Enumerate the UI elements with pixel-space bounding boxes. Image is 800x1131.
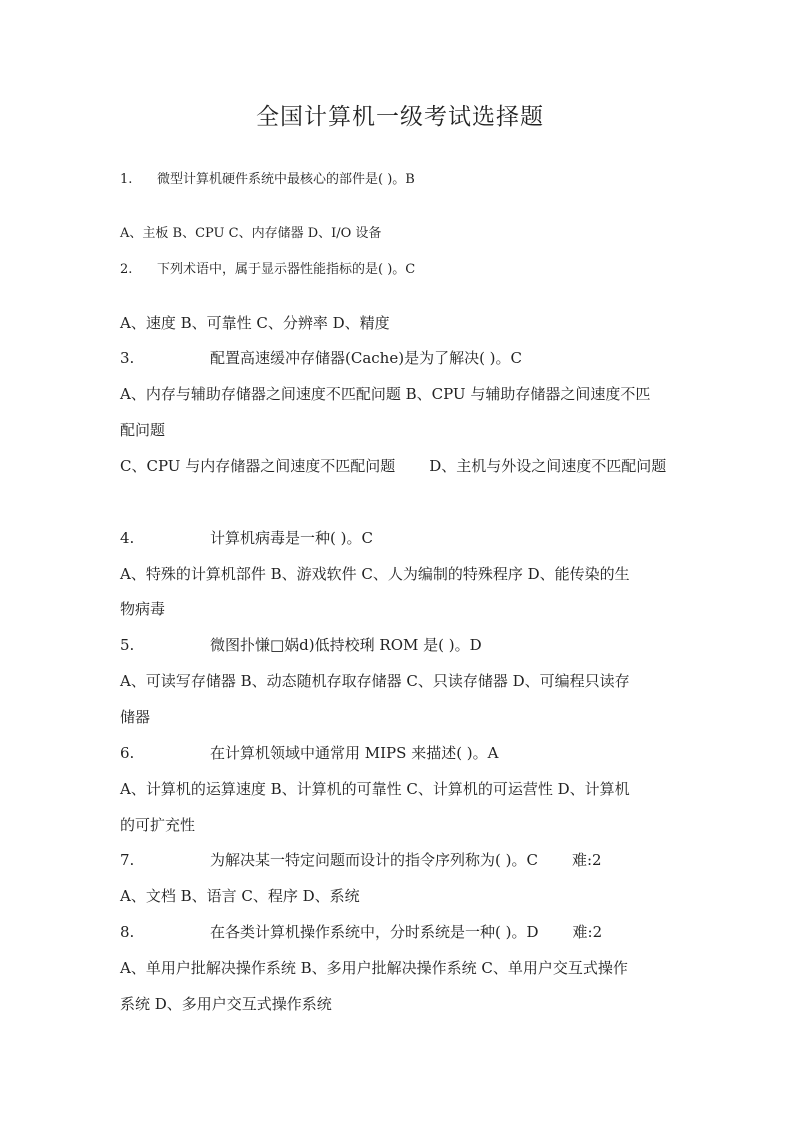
question-3-options-line-1: A、内存与辅助存储器之间速度不匹配问题 B、CPU 与辅助存储器之间速度不匹 (120, 385, 651, 403)
difficulty-label: 难:2 (572, 923, 603, 941)
question-text: 下列术语中，属于显示器性能指标的是( )。C (157, 262, 416, 277)
question-1-options: A、主板 B、CPU C、内存储器 D、I/O 设备 (120, 226, 382, 241)
question-number: 2. (120, 262, 133, 277)
question-6 (120, 742, 499, 763)
question-number: 8. (120, 923, 135, 941)
question-8-options-line-2: 系统 D、多用户交互式操作系统 (120, 995, 332, 1013)
question-text: 微图扑慊□娲d)低持校琍 ROM 是( )。D (210, 636, 482, 654)
question-8-options-line-1: A、单用户批解决操作系统 B、多用户批解决操作系统 C、单用户交互式操作 (120, 959, 628, 977)
question-4 (120, 527, 373, 548)
question-2-options: A、速度 B、可靠性 C、分辨率 D、精度 (120, 314, 390, 332)
question-number: 7. (120, 851, 135, 869)
option-c: C、CPU 与内存储器之间速度不匹配问题 (120, 457, 396, 475)
question-number: 6. (120, 744, 135, 762)
question-5-options-line-2: 储器 (120, 708, 151, 726)
question-4-options-line-1: A、特殊的计算机部件 B、游戏软件 C、人为编制的特殊程序 D、能传染的生 (120, 565, 630, 583)
question-3-options-line-2: 配问题 (120, 421, 166, 439)
option-d: D、主机与外设之间速度不匹配问题 (429, 457, 667, 475)
difficulty-label: 难:2 (571, 851, 602, 869)
question-7-options: A、文档 B、语言 C、程序 D、系统 (120, 887, 360, 905)
question-8 (120, 921, 602, 942)
question-number: 4. (120, 529, 135, 547)
question-6-options-line-1: A、计算机的运算速度 B、计算机的可靠性 C、计算机的可运营性 D、计算机 (120, 780, 630, 798)
question-text: 微型计算机硬件系统中最核心的部件是( )。B (157, 172, 415, 187)
document-title: 全国计算机一级考试选择题 (256, 104, 544, 130)
question-7 (120, 849, 602, 870)
question-text: 在各类计算机操作系统中，分时系统是一种( )。D (210, 923, 539, 941)
question-number: 5. (120, 636, 135, 654)
question-2 (120, 258, 415, 277)
question-5 (120, 634, 482, 655)
question-1 (120, 168, 415, 187)
question-number: 3. (120, 349, 135, 367)
question-text: 计算机病毒是一种( )。C (210, 529, 373, 547)
question-number: 1. (120, 172, 133, 187)
question-5-options-line-1: A、可读写存储器 B、动态随机存取存储器 C、只读存储器 D、可编程只读存 (120, 672, 630, 690)
question-3 (120, 347, 522, 368)
question-4-options-line-2: 物病毒 (120, 600, 166, 618)
question-3-options-line-3 (120, 455, 666, 476)
question-text: 配置高速缓冲存储器(Cache)是为了解决( )。C (210, 349, 523, 367)
question-6-options-line-2: 的可扩充性 (120, 816, 196, 834)
question-text: 为解决某一特定问题而设计的指令序列称为( )。C (210, 851, 538, 869)
question-text: 在计算机领域中通常用 MIPS 来描述( )。A (210, 744, 499, 762)
